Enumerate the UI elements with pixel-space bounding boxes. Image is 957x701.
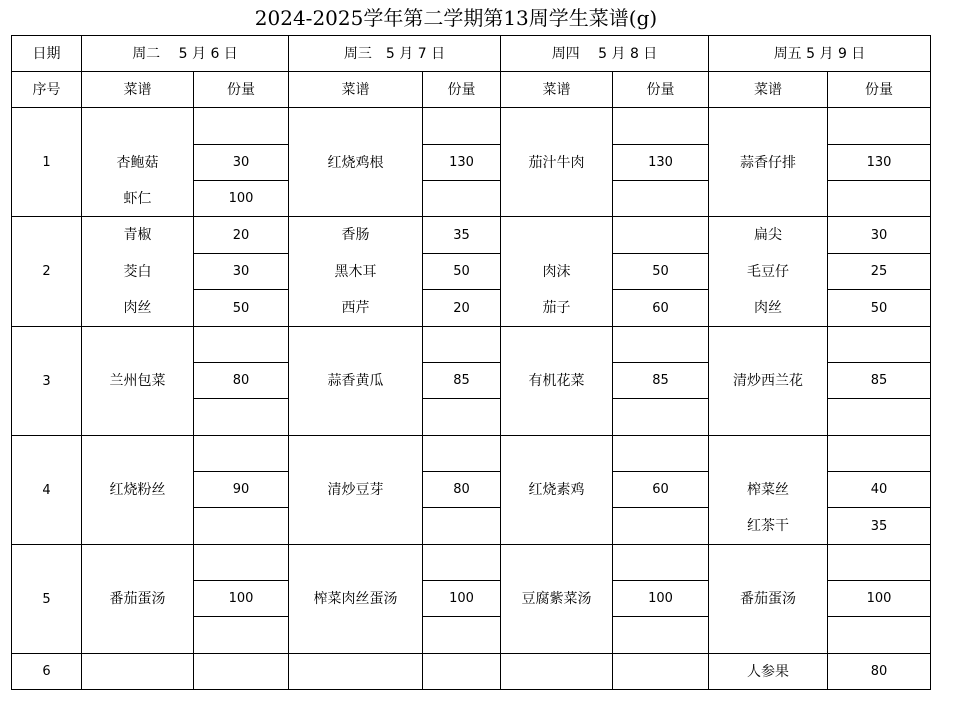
dish-qty: 50 [870,300,888,316]
dish-name: 番茄蛋汤 [740,590,796,607]
header-day-tue: 周二 5 月 6 日 [132,45,238,62]
dish-name: 榨菜丝 [747,481,789,498]
table-border [827,398,930,399]
header-date-label: 日期 [32,45,61,62]
dish-name: 红烧鸡根 [327,154,384,171]
dish-name: 毛豆仔 [747,263,789,280]
dish-qty: 30 [232,264,250,279]
seq-number: 6 [42,664,51,679]
seq-number: 1 [42,154,51,170]
header-dish-label: 菜谱 [754,81,782,98]
page-title: 2024-2025学年第二学期第13周学生菜谱(g) [254,6,658,30]
table-border [612,180,708,181]
dish-qty: 60 [652,300,669,316]
dish-name: 清炒西兰花 [733,372,803,389]
seq-number: 2 [42,264,51,279]
dish-name: 香肠 [341,227,370,243]
table-border [422,398,500,399]
dish-name: 黑木耳 [334,263,377,280]
dish-qty: 50 [453,264,470,279]
dish-qty: 85 [870,373,888,388]
header-qty-label: 份量 [227,81,255,98]
table-border [930,35,931,690]
dish-qty: 50 [232,300,250,316]
dish-name: 肉丝 [754,300,782,316]
table-border [422,507,500,508]
dish-name: 红烧素鸡 [528,481,585,498]
dish-name: 肉丝 [123,300,152,316]
table-border [193,398,288,399]
dish-qty: 25 [870,264,888,279]
dish-qty: 30 [870,227,888,243]
dish-name: 清炒豆芽 [327,481,384,498]
dish-qty: 130 [648,155,673,170]
dish-name: 豆腐紫菜汤 [521,590,592,607]
dish-qty: 100 [228,591,254,606]
dish-name: 有机花菜 [528,372,585,389]
table-border [193,616,288,617]
header-dish-label: 菜谱 [123,81,152,98]
dish-name: 西芹 [341,300,370,316]
dish-name: 茄子 [542,300,571,316]
dish-name: 肉沫 [542,263,571,280]
dish-name: 青椒 [123,227,152,243]
dish-qty: 80 [870,664,888,679]
dish-qty: 35 [453,227,470,243]
dish-name: 茄汁牛肉 [528,154,585,171]
dish-qty: 85 [652,373,669,388]
dish-qty: 100 [866,591,892,606]
seq-number: 4 [42,482,51,498]
table-border [11,107,930,108]
dish-name: 蒜香黄瓜 [327,372,384,389]
dish-name: 榨菜肉丝蛋汤 [313,590,398,607]
table-border [11,689,930,690]
table-border [11,326,930,327]
table-border [827,616,930,617]
header-day-fri: 周五 5 月 9 日 [773,45,866,62]
header-qty-label: 份量 [447,81,476,98]
table-border [422,180,500,181]
dish-name: 红茶干 [747,518,789,534]
dish-qty: 100 [228,191,254,206]
dish-name: 茭白 [123,263,152,280]
dish-qty: 100 [648,591,673,606]
table-border [11,435,930,436]
dish-qty: 60 [652,482,669,497]
dish-qty: 130 [449,155,474,170]
header-dish-label: 菜谱 [542,81,571,98]
table-border [612,507,708,508]
table-border [827,180,930,181]
dish-name: 番茄蛋汤 [109,590,166,607]
dish-qty: 50 [652,264,669,279]
dish-qty: 35 [870,518,888,534]
dish-qty: 20 [232,227,250,243]
header-qty-label: 份量 [646,81,675,98]
dish-qty: 40 [870,482,888,497]
header-seq-label: 序号 [32,81,61,98]
dish-name: 兰州包菜 [109,372,166,389]
table-border [193,507,288,508]
table-border [612,616,708,617]
dish-name: 蒜香仔排 [740,154,796,171]
dish-qty: 85 [453,373,470,388]
dish-name: 虾仁 [123,190,152,207]
header-qty-label: 份量 [865,81,893,98]
header-day-wed: 周三 5 月 7 日 [343,45,446,62]
dish-qty: 20 [453,300,470,316]
header-dish-label: 菜谱 [341,81,370,98]
dish-name: 红烧粉丝 [109,481,166,498]
table-border [422,616,500,617]
table-border [11,544,930,545]
seq-number: 5 [42,591,51,607]
dish-qty: 130 [866,155,892,170]
seq-number: 3 [42,373,51,389]
dish-name: 扁尖 [754,227,782,243]
dish-qty: 80 [453,482,470,497]
dish-qty: 30 [232,155,250,170]
header-day-thu: 周四 5 月 8 日 [551,45,658,62]
dish-qty: 100 [449,591,474,606]
dish-name: 杏鲍菇 [116,154,159,171]
table-border [612,398,708,399]
dish-name: 人参果 [747,663,789,680]
dish-qty: 80 [232,373,250,388]
dish-qty: 90 [232,482,250,497]
